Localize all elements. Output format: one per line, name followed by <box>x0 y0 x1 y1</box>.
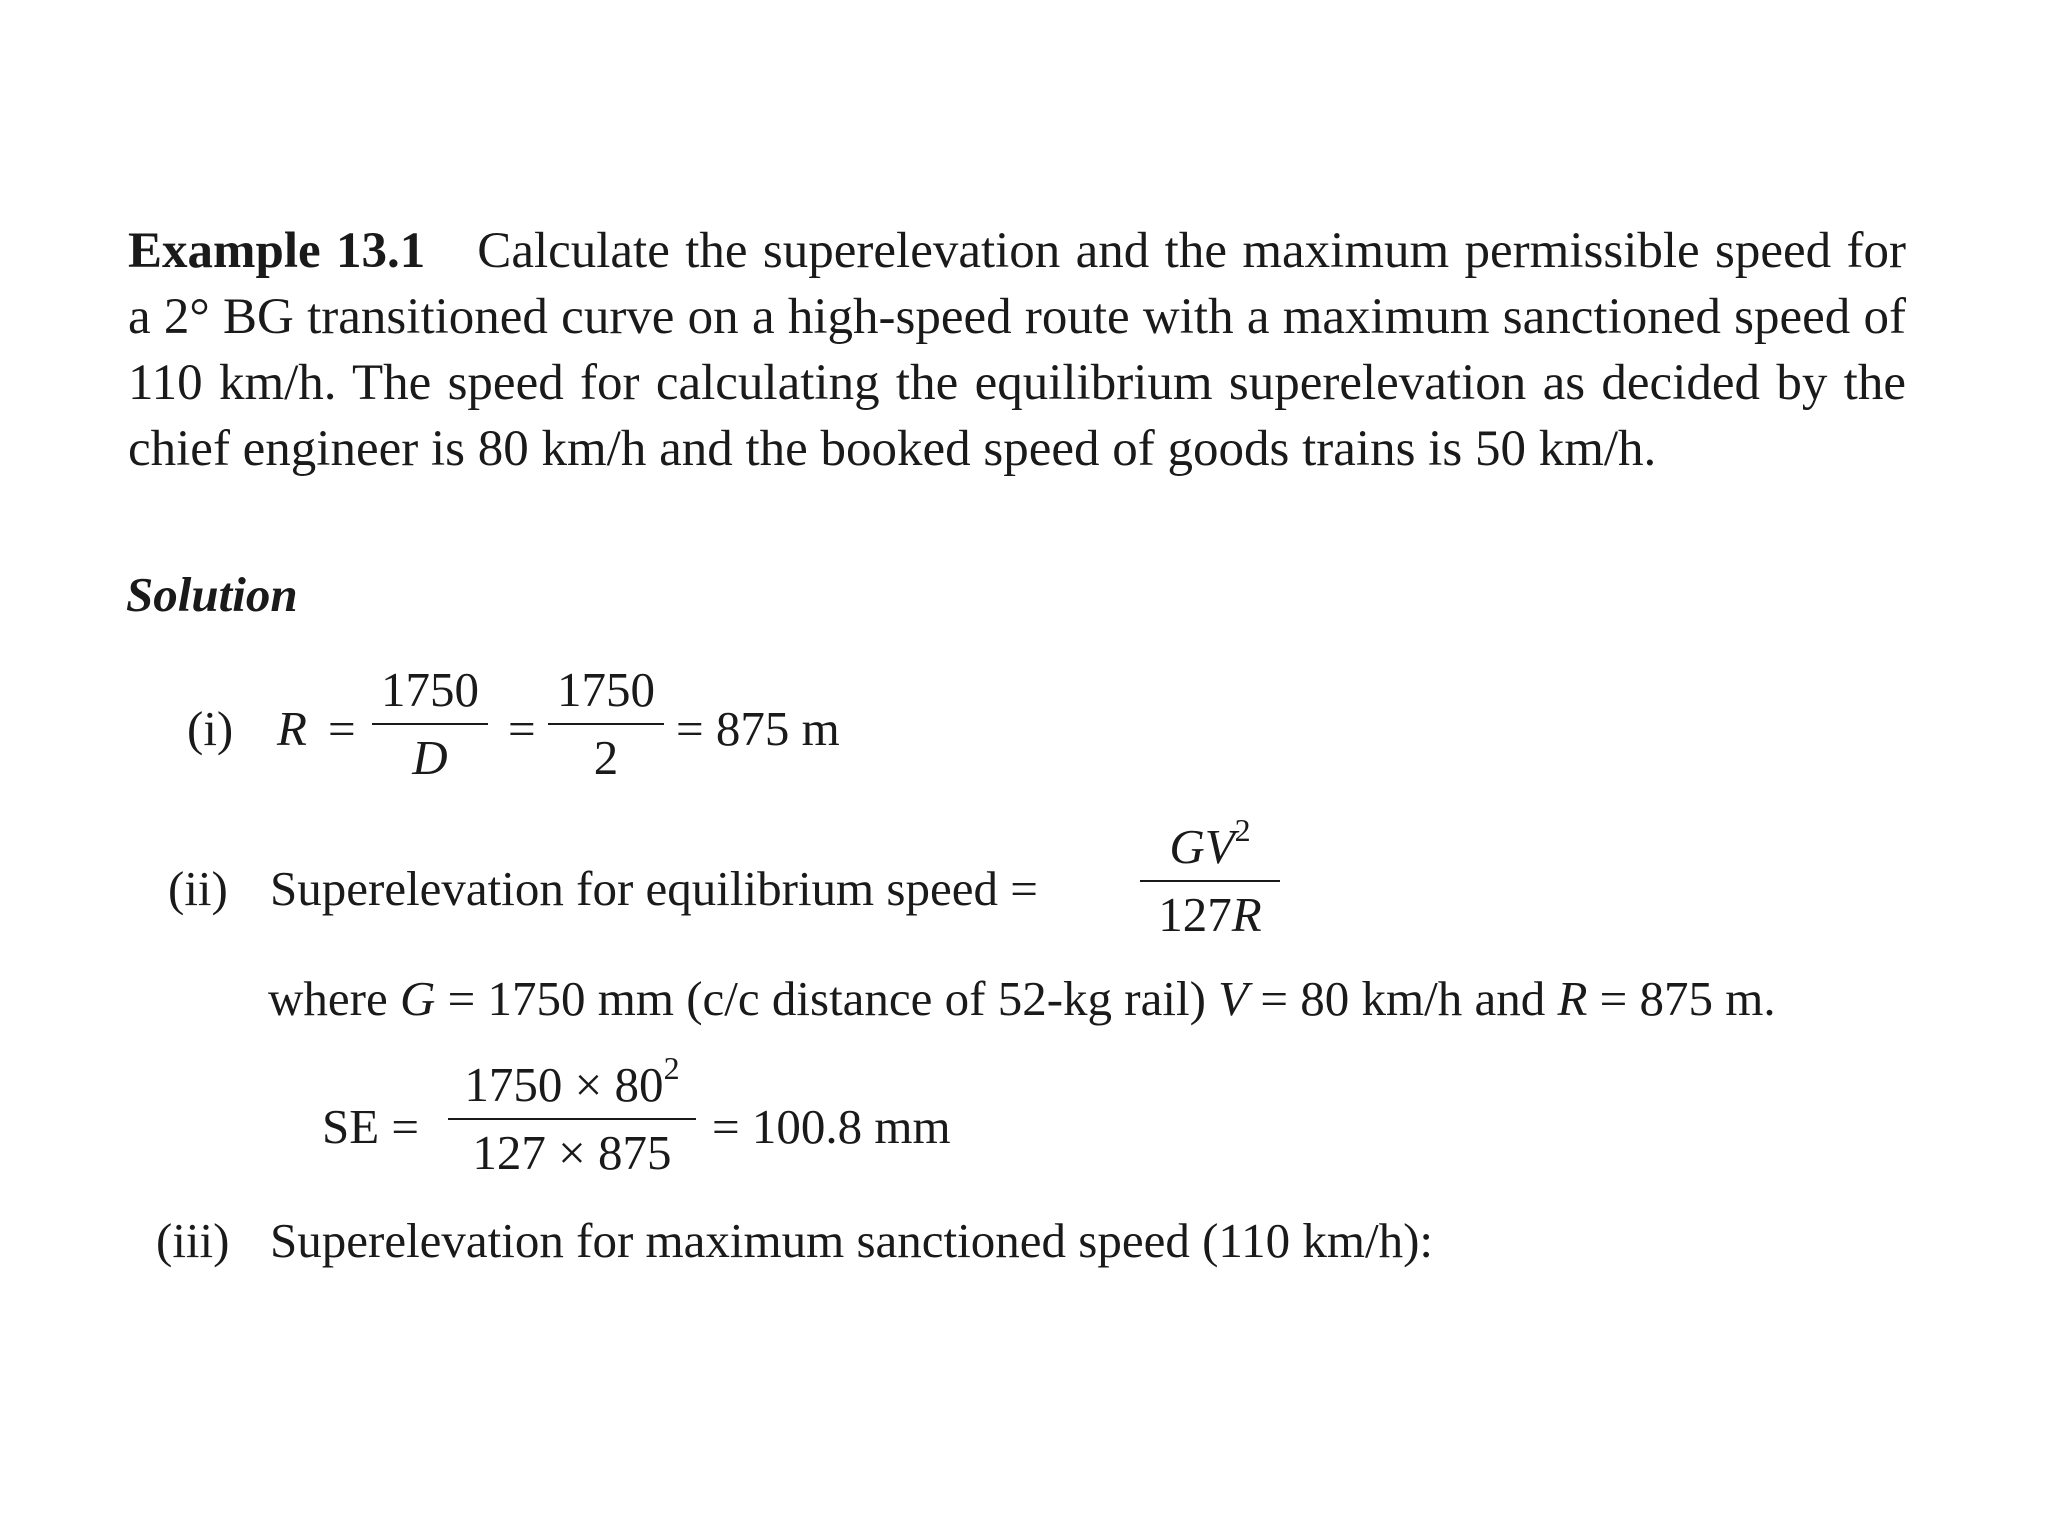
se-numerator-base: 1750 × 80 <box>464 1057 664 1112</box>
step-1-fraction-b-denominator: 2 <box>593 730 619 785</box>
step-1-equals: = <box>328 701 356 756</box>
example-paragraph <box>128 218 1906 482</box>
where-v-var: V <box>1218 971 1249 1026</box>
step-1-fraction-a <box>372 663 488 785</box>
where-label: where <box>268 971 388 1026</box>
fraction-bar <box>1140 880 1280 882</box>
step-2-text: Superelevation for equilibrium speed = <box>270 861 1038 916</box>
where-r-var: R <box>1557 971 1588 1026</box>
step-1-lhs-var: R <box>277 701 307 756</box>
step-3-text: Superelevation for maximum sanctioned speed (110 km/h): <box>270 1213 1434 1268</box>
step-1-equals-2: = <box>508 701 536 756</box>
where-g-var: G <box>399 971 436 1026</box>
example-label: Example 13.1 <box>128 223 426 279</box>
step-2-numerator-exponent: 2 <box>1234 812 1251 848</box>
step-2-numerator-base: GV <box>1169 819 1235 874</box>
solution-heading: Solution <box>126 567 298 622</box>
step-2-fraction <box>1140 812 1280 942</box>
se-label: SE = <box>322 1099 420 1154</box>
where-v-text: = 80 km/h and <box>1260 971 1546 1026</box>
step-3-marker: (iii) <box>156 1213 230 1268</box>
step-2-where-line <box>268 970 1776 1027</box>
step-2-marker: (ii) <box>168 861 228 916</box>
step-1-result: = 875 m <box>676 701 840 756</box>
fraction-bar <box>372 723 488 725</box>
se-fraction-numerator <box>448 1050 696 1112</box>
step-1-fraction-a-denominator: D <box>412 730 448 785</box>
fraction-bar <box>548 723 664 725</box>
where-g-text: = 1750 mm (c/c distance of 52-kg rail) <box>447 971 1206 1026</box>
step-1-fraction-b-numerator: 1750 <box>557 662 655 717</box>
se-numerator-exponent: 2 <box>663 1050 680 1086</box>
step-2-denominator-number: 127 <box>1158 887 1232 942</box>
step-2-fraction-denominator <box>1140 888 1280 942</box>
step-2-denominator-var: R <box>1231 887 1262 942</box>
where-r-text: = 875 m. <box>1599 971 1776 1026</box>
step-1-marker: (i) <box>187 701 234 756</box>
example-text: Calculate the superelevation and the maximum permissible speed for a 2° BG transitioned curve on a high-speed route with a maximum sanctioned speed of 110 km/h. The speed for calculating the equilibrium superelevation as decided by the chief engineer is 80 km/h and the booked speed of goods trains is 50 km/h. <box>128 223 1906 477</box>
step-2-fraction-numerator <box>1140 812 1280 874</box>
se-result: = 100.8 mm <box>712 1099 951 1154</box>
se-fraction-denominator: 127 × 875 <box>472 1125 672 1180</box>
se-fraction <box>448 1050 696 1180</box>
fraction-bar <box>448 1118 696 1120</box>
step-1-fraction-b <box>548 663 664 785</box>
step-1-fraction-a-numerator: 1750 <box>381 662 479 717</box>
